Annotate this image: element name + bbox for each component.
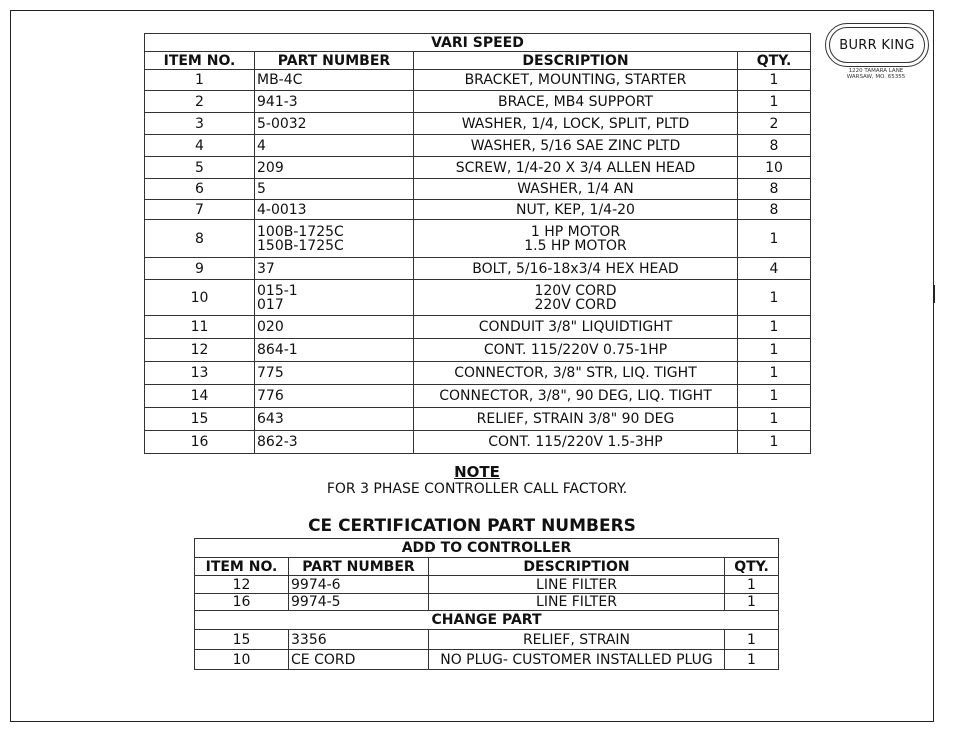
ce-item: 12 <box>195 576 289 594</box>
table-row <box>145 157 811 179</box>
ce-col-header-qty: QTY. <box>725 558 779 576</box>
part-number: 941-3 <box>255 91 414 113</box>
description: WASHER, 1/4, LOCK, SPLIT, PLTD <box>414 113 738 135</box>
part-number-line-2: 150B-1725C <box>257 237 344 254</box>
item-no: 4 <box>145 135 255 157</box>
table-row <box>145 113 811 135</box>
ce-desc: LINE FILTER <box>429 576 725 594</box>
company-address <box>820 68 932 80</box>
table-row <box>145 385 811 408</box>
company-logo <box>825 23 929 67</box>
ce-section-change: CHANGE PART <box>195 611 779 630</box>
part-number: 5 <box>255 179 414 200</box>
ce-item: 15 <box>195 630 289 650</box>
description: CONDUIT 3/8" LIQUIDTIGHT <box>414 316 738 339</box>
ce-desc: RELIEF, STRAIN <box>429 630 725 650</box>
quantity: 1 <box>738 220 811 258</box>
table-row <box>145 220 811 258</box>
ce-col-header-item: ITEM NO. <box>195 558 289 576</box>
ce-item: 16 <box>195 594 289 611</box>
quantity: 1 <box>738 408 811 431</box>
ce-row <box>195 576 779 594</box>
quantity: 8 <box>738 135 811 157</box>
vari-speed-parts-table <box>144 33 811 454</box>
description <box>414 280 738 316</box>
item-no: 12 <box>145 339 255 362</box>
table-row <box>145 70 811 91</box>
description: CONT. 115/220V 1.5-3HP <box>414 431 738 454</box>
part-number-line-1: 015-1 <box>257 282 298 299</box>
ce-row <box>195 650 779 670</box>
note-text: FOR 3 PHASE CONTROLLER CALL FACTORY. <box>326 481 628 497</box>
item-no: 16 <box>145 431 255 454</box>
ce-section-add: ADD TO CONTROLLER <box>195 539 779 558</box>
part-number: 4-0013 <box>255 200 414 220</box>
ce-item: 10 <box>195 650 289 670</box>
part-number-line-1: 100B-1725C <box>257 223 344 240</box>
part-number: 4 <box>255 135 414 157</box>
ce-qty: 1 <box>725 650 779 670</box>
description: BRACE, MB4 SUPPORT <box>414 91 738 113</box>
ce-col-header-part: PART NUMBER <box>289 558 429 576</box>
ce-qty: 1 <box>725 594 779 611</box>
item-no: 15 <box>145 408 255 431</box>
quantity: 8 <box>738 179 811 200</box>
ce-qty: 1 <box>725 630 779 650</box>
quantity: 2 <box>738 113 811 135</box>
part-number: 5-0032 <box>255 113 414 135</box>
quantity: 1 <box>738 91 811 113</box>
description: SCREW, 1/4-20 X 3/4 ALLEN HEAD <box>414 157 738 179</box>
quantity: 1 <box>738 362 811 385</box>
table-title: VARI SPEED <box>145 34 811 52</box>
col-header-item: ITEM NO. <box>145 52 255 70</box>
address-line-2: WARSAW, MO. 65355 <box>846 74 906 80</box>
item-no: 5 <box>145 157 255 179</box>
ce-desc: LINE FILTER <box>429 594 725 611</box>
part-number: 209 <box>255 157 414 179</box>
quantity: 1 <box>738 70 811 91</box>
item-no: 9 <box>145 258 255 280</box>
ce-part: 3356 <box>289 630 429 650</box>
ce-col-header-desc: DESCRIPTION <box>429 558 725 576</box>
quantity: 4 <box>738 258 811 280</box>
ce-parts-table <box>194 538 779 670</box>
description-line-1: 120V CORD <box>534 282 617 299</box>
table-row <box>145 135 811 157</box>
part-number <box>255 280 414 316</box>
item-no: 11 <box>145 316 255 339</box>
quantity: 1 <box>738 385 811 408</box>
table-row <box>145 362 811 385</box>
description <box>414 220 738 258</box>
item-no: 13 <box>145 362 255 385</box>
ce-title: CE CERTIFICATION PART NUMBERS <box>308 516 636 536</box>
table-row <box>145 179 811 200</box>
table-row <box>145 258 811 280</box>
item-no: 1 <box>145 70 255 91</box>
table-row <box>145 280 811 316</box>
description: CONNECTOR, 3/8", 90 DEG, LIQ. TIGHT <box>414 385 738 408</box>
description: NUT, KEP, 1/4-20 <box>414 200 738 220</box>
item-no: 6 <box>145 179 255 200</box>
description: BRACKET, MOUNTING, STARTER <box>414 70 738 91</box>
ce-desc: NO PLUG- CUSTOMER INSTALLED PLUG <box>429 650 725 670</box>
part-number: 864-1 <box>255 339 414 362</box>
description: CONNECTOR, 3/8" STR, LIQ. TIGHT <box>414 362 738 385</box>
quantity: 1 <box>738 339 811 362</box>
ce-row <box>195 594 779 611</box>
part-number: 776 <box>255 385 414 408</box>
description: CONT. 115/220V 0.75-1HP <box>414 339 738 362</box>
ce-part: 9974-5 <box>289 594 429 611</box>
item-no: 8 <box>145 220 255 258</box>
ce-row <box>195 630 779 650</box>
table-row <box>145 431 811 454</box>
description: WASHER, 5/16 SAE ZINC PLTD <box>414 135 738 157</box>
table-row <box>145 200 811 220</box>
description: RELIEF, STRAIN 3/8" 90 DEG <box>414 408 738 431</box>
part-number: 643 <box>255 408 414 431</box>
item-no: 3 <box>145 113 255 135</box>
part-number: 020 <box>255 316 414 339</box>
note-title: NOTE <box>454 463 500 481</box>
table-row <box>145 91 811 113</box>
ce-qty: 1 <box>725 576 779 594</box>
quantity: 10 <box>738 157 811 179</box>
description-line-2: 1.5 HP MOTOR <box>524 237 627 254</box>
quantity: 1 <box>738 280 811 316</box>
part-number: 37 <box>255 258 414 280</box>
col-header-qty: QTY. <box>738 52 811 70</box>
description: WASHER, 1/4 AN <box>414 179 738 200</box>
part-number: MB-4C <box>255 70 414 91</box>
table-row <box>145 408 811 431</box>
quantity: 1 <box>738 316 811 339</box>
quantity: 8 <box>738 200 811 220</box>
address-line-1: 1220 TAMARA LANE <box>848 68 904 74</box>
table-row <box>145 339 811 362</box>
description-line-2: 220V CORD <box>534 296 617 313</box>
item-no: 7 <box>145 200 255 220</box>
description-line-1: 1 HP MOTOR <box>530 223 621 240</box>
ce-part: 9974-6 <box>289 576 429 594</box>
quantity: 1 <box>738 431 811 454</box>
part-number: 862-3 <box>255 431 414 454</box>
frame-tick <box>933 285 935 303</box>
item-no: 14 <box>145 385 255 408</box>
part-number: 775 <box>255 362 414 385</box>
part-number <box>255 220 414 258</box>
part-number-line-2: 017 <box>257 296 284 313</box>
description: BOLT, 5/16-18x3/4 HEX HEAD <box>414 258 738 280</box>
item-no: 10 <box>145 280 255 316</box>
col-header-part: PART NUMBER <box>255 52 414 70</box>
logo-text: BURR KING <box>839 37 915 53</box>
item-no: 2 <box>145 91 255 113</box>
col-header-desc: DESCRIPTION <box>414 52 738 70</box>
ce-part: CE CORD <box>289 650 429 670</box>
table-row <box>145 316 811 339</box>
